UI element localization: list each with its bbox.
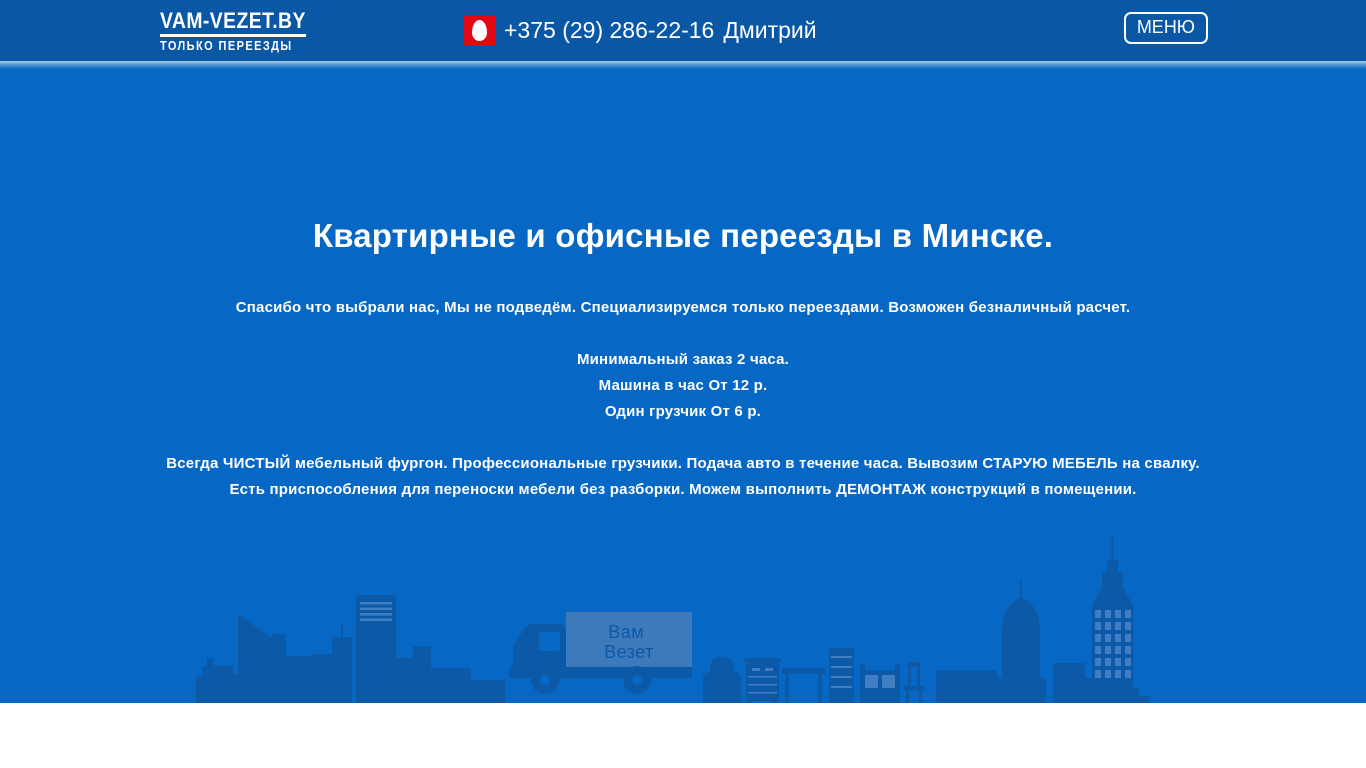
intro-paragraph: Спасибо что выбрали нас, Мы не подведём. Специализируемся только переездами. Возможен безналичный расчет.	[235, 299, 1131, 316]
phone-number[interactable]: +375 (29) 286-22-16	[504, 17, 715, 43]
phone-line	[504, 17, 817, 44]
logo-title: VAM-VEZET.BY	[160, 10, 306, 37]
hero-section	[0, 61, 1366, 703]
armchair-silhouette	[703, 657, 741, 703]
left-city-silhouette	[196, 595, 505, 703]
pricing-line-min-order: Минимальный заказ 2 часа.	[576, 351, 790, 368]
sofa-silhouette	[936, 670, 998, 703]
city-skyline-illustration	[0, 528, 1366, 703]
dresser-silhouette	[744, 658, 781, 662]
table-silhouette	[782, 668, 825, 674]
contact-name: Дмитрий	[723, 17, 817, 43]
hero-content	[0, 69, 1366, 503]
truck-cab-window	[539, 632, 560, 651]
footer-spacer	[0, 703, 1366, 768]
mts-operator-icon	[464, 15, 495, 46]
page-title: Квартирные и офисные переезды в Минске.	[312, 217, 1054, 254]
menu-button[interactable]: МЕНЮ	[1124, 12, 1208, 44]
pricing-block	[157, 347, 1209, 425]
truck-brand-label: Вам Везет	[604, 622, 654, 662]
site-logo[interactable]	[160, 10, 306, 53]
mts-egg-icon	[472, 20, 487, 41]
pricing-line-loader-rate: Один грузчик От 6 р.	[604, 403, 762, 420]
logo-subtitle: ТОЛЬКО ПЕРЕЕЗДЫ	[160, 39, 293, 53]
details-paragraph: Всегда ЧИСТЫЙ мебельный фургон. Профессиональные грузчики. Подача авто в течение часа. Вывозим СТАРУЮ МЕБЕЛЬ на свалку. Есть приспособления для переноски мебели без разборки. Можем выполнить ДЕМОНТАЖ конструкций в помещении.	[166, 455, 1200, 498]
moving-truck-silhouette	[509, 612, 692, 694]
pricing-line-truck-rate: Машина в час От 12 р.	[598, 377, 768, 394]
header-gradient-divider	[0, 61, 1366, 69]
top-header-bar	[0, 0, 1366, 61]
header-phone-block	[464, 0, 817, 61]
